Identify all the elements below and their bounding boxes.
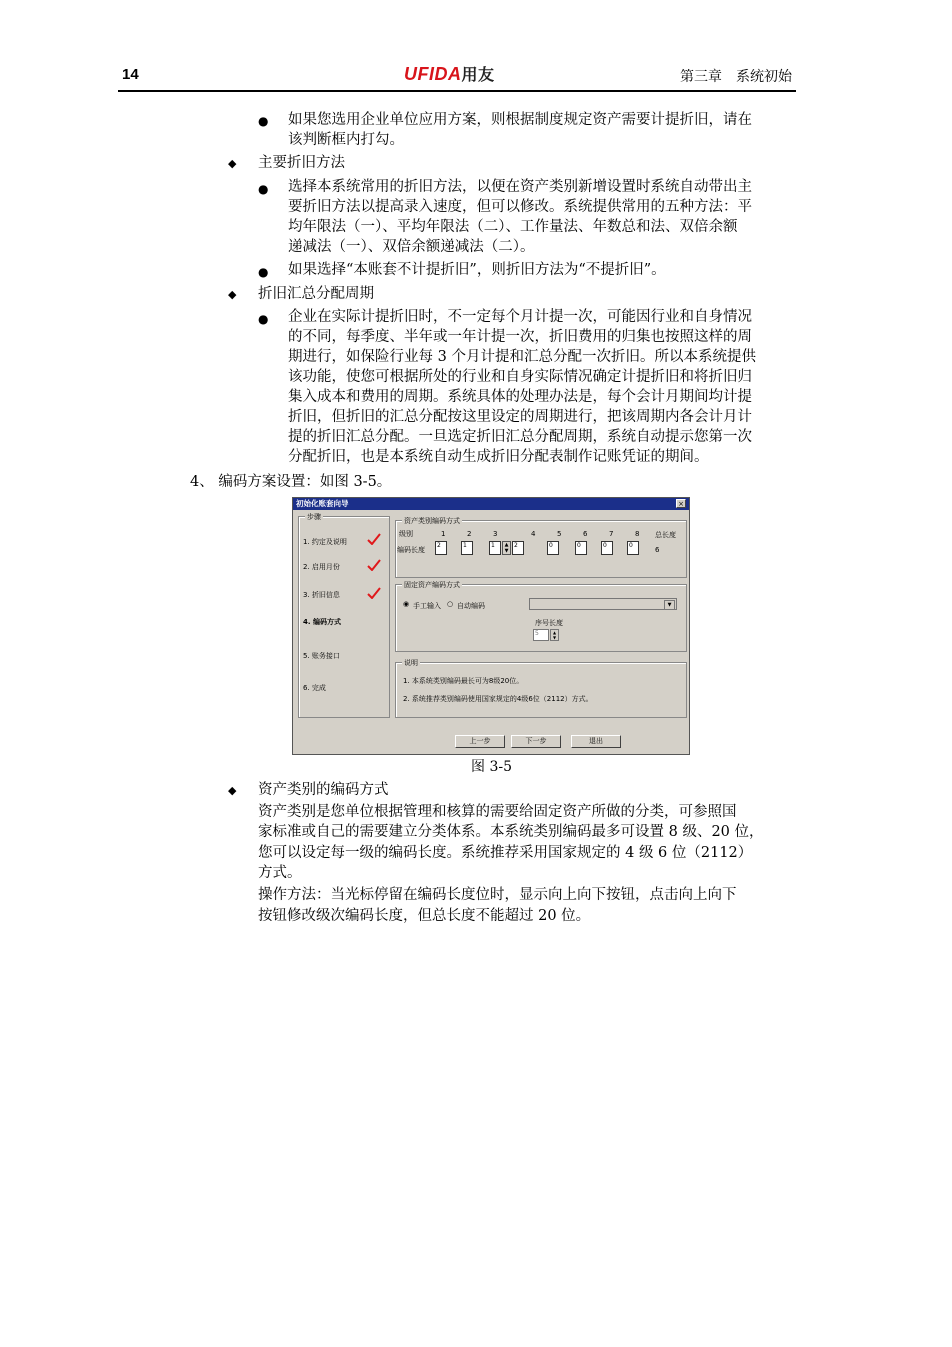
code-length-label: 编码长度 (397, 546, 425, 554)
chevron-down-icon[interactable]: ▼ (664, 600, 675, 610)
para-line: 分配折旧，也是本系统自动生成折旧分配表制作记账凭证的期间。 (288, 449, 709, 465)
code-length-input[interactable]: 0 (601, 541, 613, 555)
seq-length-input[interactable]: 5 (533, 629, 549, 641)
spinner-up-down-icon[interactable]: ▲ ▼ (502, 541, 511, 555)
ufida-logo (404, 62, 495, 85)
auto-code-select[interactable] (529, 598, 677, 610)
code-length-input[interactable]: 2 (512, 541, 524, 555)
bullet-dot: ● (258, 182, 269, 196)
step-5: 5. 账务接口 (303, 652, 340, 660)
logo-cn: 用友 (461, 67, 495, 84)
note-group-label: 说明 (404, 659, 418, 667)
dialog-title: 初始化账套向导 (296, 499, 349, 508)
page-header (118, 62, 796, 92)
para-line: 该判断框内打勾。 (288, 132, 404, 148)
note-line: 1. 本系统类别编码最长可为8级20位。 (403, 677, 524, 685)
exit-button[interactable]: 退出 (571, 735, 621, 748)
radio-manual-icon[interactable]: ◉ (403, 600, 410, 608)
note-group (395, 659, 687, 718)
step-2: 2. 启用月份 (303, 563, 340, 571)
radio-auto-icon[interactable]: ○ (447, 600, 454, 608)
radio-manual-label: 手工输入 (413, 602, 441, 610)
bullet-dot: ● (258, 114, 269, 128)
chapter-title: 第三章 系统初始 (680, 69, 792, 85)
para-line: 资产类别是您单位根据管理和核算的需要给固定资产所做的分类，可参照国 (258, 804, 737, 820)
bullet-diamond: ◆ (228, 288, 237, 301)
step-1: 1. 约定及说明 (303, 538, 347, 546)
level-number: 8 (635, 530, 640, 538)
page-number: 14 (122, 66, 139, 83)
bullet-dot: ● (258, 265, 269, 279)
para-line: 按钮修改级次编码长度，但总长度不能超过 20 位。 (258, 908, 591, 924)
total-length-label: 总长度 (655, 531, 676, 539)
level-number: 5 (557, 530, 562, 538)
code-length-input[interactable]: 0 (547, 541, 559, 555)
heading: 资产类别的编码方式 (258, 782, 389, 798)
level-number: 7 (609, 530, 614, 538)
para-line: 递减法（一）、双倍余额递减法（二）。 (288, 239, 535, 255)
figure-caption: 图 3-5 (471, 759, 512, 775)
seq-length-label: 序号长度 (535, 619, 563, 627)
checkmark-icon (367, 587, 381, 599)
code-length-input[interactable]: 1 (461, 541, 473, 555)
para-line: 企业在实际计提折旧时，不一定每个月计提一次，可能因行业和自身情况 (288, 309, 752, 325)
close-icon[interactable]: × (676, 499, 686, 508)
logo-latin: UFIDA (404, 64, 462, 84)
steps-group-label: 步骤 (307, 513, 321, 521)
heading: 折旧汇总分配周期 (258, 286, 374, 302)
spinner-up-down-icon[interactable]: ▲ ▼ (550, 629, 559, 641)
code-length-input[interactable]: 0 (575, 541, 587, 555)
para-line: 提的折旧汇总分配。一旦选定折旧汇总分配周期，系统自动提示您第一次 (288, 429, 752, 445)
level-number: 4 (531, 530, 536, 538)
para-line: 您可以设定每一级的编码长度。系统推荐采用国家规定的 4 级 6 位（2112） (258, 845, 753, 861)
para-line: 的不同，每季度、半年或一年计提一次，折旧费用的归集也按照这样的周 (288, 329, 752, 345)
bullet-diamond: ◆ (228, 157, 237, 170)
radio-auto-label: 自动编码 (457, 602, 485, 610)
asset-code-group-label: 固定资产编码方式 (404, 581, 460, 589)
total-length-value: 6 (655, 546, 660, 554)
bullet-dot: ● (258, 312, 269, 326)
step-3: 3. 折旧信息 (303, 591, 340, 599)
code-length-input[interactable]: 2 (435, 541, 447, 555)
bullet-diamond: ◆ (228, 784, 237, 797)
checkmark-icon (367, 559, 381, 571)
para-line: 期进行，如保险行业每 3 个月计提和汇总分配一次折旧。所以本系统提供 (288, 349, 756, 365)
category-code-group-label: 资产类别编码方式 (404, 517, 460, 525)
step-6: 6. 完成 (303, 684, 326, 692)
dialog-title-bar (293, 498, 689, 510)
para-line: 选择本系统常用的折旧方法，以便在资产类别新增设置时系统自动带出主 (288, 179, 752, 195)
para-line: 要折旧方法以提高录入速度，但可以修改。系统提供常用的五种方法：平 (288, 199, 752, 215)
level-number: 6 (583, 530, 588, 538)
para-line: 如果选择“本账套不计提折旧”，则折旧方法为“不提折旧”。 (288, 262, 666, 278)
para-line: 均年限法（一）、平均年限法（二）、工作量法、年数总和法、双倍余额 (288, 219, 738, 235)
heading: 主要折旧方法 (258, 155, 345, 171)
para-line: 该功能，使您可根据所处的行业和自身实际情况确定计提折旧和将折旧归 (288, 369, 752, 385)
para-line: 集入成本和费用的周期。系统具体的处理办法是，每个会计月期间均计提 (288, 389, 752, 405)
step-4-current: 4. 编码方式 (303, 618, 341, 626)
para-line: 操作方法：当光标停留在编码长度位时，显示向上向下按钮，点击向上向下 (258, 887, 737, 903)
code-length-input[interactable]: 1 (489, 541, 501, 555)
prev-button[interactable]: 上一步 (455, 735, 505, 748)
level-label: 级别 (399, 530, 413, 538)
level-number: 3 (493, 530, 498, 538)
level-number: 1 (441, 530, 446, 538)
para-line: 方式。 (258, 865, 302, 881)
section-heading: 4、 编码方案设置：如图 3-5。 (190, 474, 392, 490)
para-line: 如果您选用企业单位应用方案，则根据制度规定资产需要计提折旧，请在 (288, 112, 752, 128)
next-button[interactable]: 下一步 (511, 735, 561, 748)
setup-wizard-dialog (292, 497, 690, 755)
code-length-input[interactable]: 0 (627, 541, 639, 555)
para-line: 家标准或自己的需要建立分类体系。本系统类别编码最多可设置 8 级、20 位， (258, 824, 764, 840)
level-number: 2 (467, 530, 472, 538)
checkmark-icon (367, 533, 381, 545)
note-line: 2. 系统推荐类别编码使用国家规定的4级6位（2112）方式。 (403, 695, 593, 703)
para-line: 折旧，但折旧的汇总分配按这里设定的周期进行，把该周期内各会计月计 (288, 409, 752, 425)
